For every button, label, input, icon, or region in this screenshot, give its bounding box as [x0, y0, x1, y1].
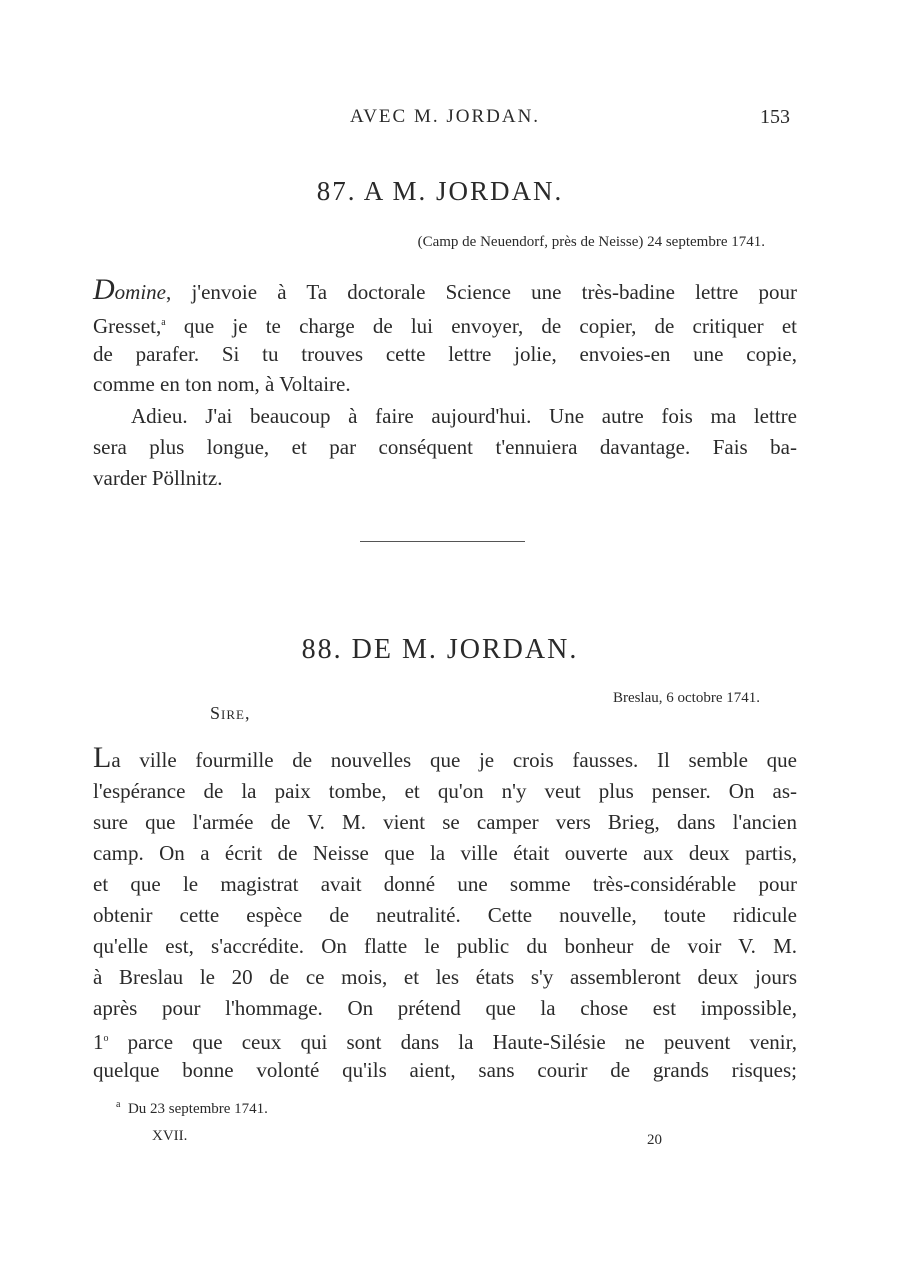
body-line: quelque bonne volonté qu'ils aient, sans courir de grands risques;	[93, 1058, 797, 1082]
drop-initial: L	[93, 741, 112, 774]
salutation: Sire,	[210, 703, 251, 723]
sheet-number: 20	[647, 1132, 662, 1148]
footnote: $^a$ Du 23 septembre 1741.	[116, 1099, 268, 1117]
body-line: varder Pöllnitz.	[93, 466, 223, 490]
running-title: AVEC M. JORDAN.	[349, 106, 541, 127]
body-line: Adieu. J'ai beaucoup à faire aujourd'hui. Une autre fois ma lettre	[131, 404, 797, 428]
drop-initial: D	[93, 273, 115, 306]
body-line: à Breslau le 20 de ce mois, et les états s'y assembleront deux jours	[93, 965, 797, 989]
body-line: Domine, j'envoie à Ta doctorale Science une très-badine lettre pour	[93, 273, 797, 306]
body-line: sera plus longue, et par conséquent t'ennuiera davantage. Fais ba-	[93, 435, 797, 459]
letter-88-dateline: Breslau, 6 octobre 1741.	[612, 690, 760, 706]
body-line: 1$^o$ parce que ceux qui sont dans la Haute-Silésie ne peuvent venir,	[93, 1030, 797, 1054]
body-line: qu'elle est, s'accrédite. On flatte le public du bonheur de voir V. M.	[93, 934, 797, 958]
body-line: sure que l'armée de V. M. vient se camper vers Brieg, dans l'ancien	[93, 810, 797, 834]
letter-87-title: 87. A M. JORDAN.	[316, 176, 564, 206]
letter-88-title: 88. DE M. JORDAN.	[301, 634, 579, 665]
body-line: comme en ton nom, à Voltaire.	[93, 372, 351, 396]
signature-mark: XVII.	[152, 1128, 188, 1144]
body-line: de parafer. Si tu trouves cette lettre jolie, envoies-en une copie,	[93, 342, 797, 366]
body-line: camp. On a écrit de Neisse que la ville était ouverte aux deux partis,	[93, 841, 797, 865]
body-line: La ville fourmille de nouvelles que je crois fausses. Il semble que	[93, 741, 797, 774]
letter-87-dateline: (Camp de Neuendorf, près de Neisse) 24 septembre 1741.	[417, 234, 765, 250]
body-line: l'espérance de la paix tombe, et qu'on n'y veut plus penser. On as-	[93, 779, 797, 803]
footnote-marker: a	[161, 317, 166, 328]
page-number: 153	[760, 106, 790, 128]
body-line: après pour l'hommage. On prétend que la chose est impossible,	[93, 996, 797, 1020]
body-line: Gresset,$^a$ que je te charge de lui envoyer, de copier, de critiquer et	[93, 314, 797, 338]
section-divider	[360, 541, 525, 542]
body-line: obtenir cette espèce de neutralité. Cette nouvelle, toute ridicule	[93, 903, 797, 927]
body-line: et que le magistrat avait donné une somme très-considérable pour	[93, 872, 797, 896]
